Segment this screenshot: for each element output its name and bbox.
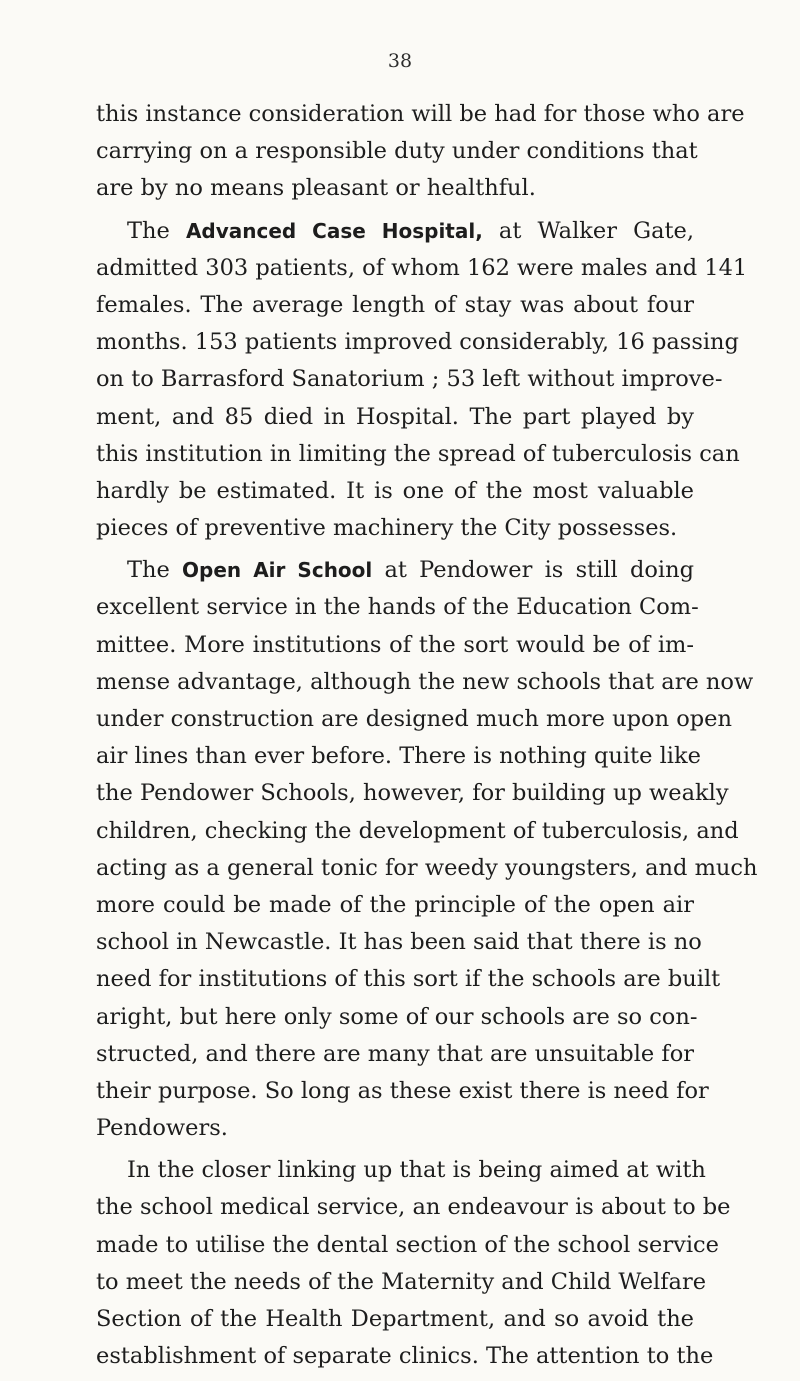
paragraph: [96, 552, 758, 1147]
text-line: aright, but here only some of our schools are so con-: [96, 1003, 698, 1030]
text-line: months. 153 patients improved considerably, 16 passing: [96, 329, 739, 356]
paragraph: [96, 96, 745, 208]
text-line: [96, 213, 694, 250]
text-line: Pendowers.: [96, 1115, 228, 1142]
text-line: establishment of separate clinics. The attention to the: [96, 1343, 714, 1370]
text-line: carrying on a responsible duty under conditions that: [96, 138, 698, 165]
text-line: children, checking the development of tuberculosis, and: [96, 817, 739, 844]
text-line: more could be made of the principle of the open air: [96, 891, 694, 918]
text-line: under construction are designed much more upon open: [96, 706, 732, 732]
body-text: [96, 96, 758, 1375]
line-text-tail: at Pendower is still doing: [372, 557, 695, 584]
text-line: acting as a general tonic for weedy youngsters, and much: [96, 854, 758, 881]
text-line: the school medical service, an endeavour is about to be: [96, 1194, 731, 1221]
text-line: mittee. More institutions of the sort would be of im-: [96, 631, 694, 658]
text-line: excellent service in the hands of the Education Com-: [96, 594, 699, 621]
text-line: made to utilise the dental section of the school service: [96, 1231, 719, 1258]
text-line: need for institutions of this sort if the schools are built: [96, 966, 721, 993]
text-line: Section of the Health Department, and so avoid the: [96, 1306, 694, 1332]
text-line: females. The average length of stay was about four: [96, 291, 694, 318]
text-line: on to Barrasford Sanatorium ; 53 left without improve-: [96, 366, 723, 393]
line-text-tail: at Walker Gate,: [482, 217, 695, 244]
line-text-lead: The: [127, 557, 183, 584]
text-line: ment, and 85 died in Hospital. The part played by: [96, 403, 694, 430]
text-line: pieces of preventive machinery the City possesses.: [96, 515, 678, 542]
text-line: admitted 303 patients, of whom 162 were males and 141: [96, 254, 748, 281]
text-line: are by no means pleasant or healthful.: [96, 175, 536, 202]
paragraph: [96, 1152, 731, 1375]
text-line: their purpose. So long as these exist there is need for: [96, 1077, 709, 1104]
text-line: the Pendower Schools, however, for building up weakly: [96, 780, 729, 807]
bold-heading-term: Advanced Case Hospital,: [185, 218, 483, 243]
paragraph: [96, 213, 748, 548]
text-line: mense advantage, although the new schools that are now: [96, 668, 754, 695]
text-line: [96, 552, 694, 589]
text-line: hardly be estimated. It is one of the most valuable: [96, 477, 694, 504]
page-number: 38: [387, 50, 413, 72]
bold-heading-term: Open Air School: [182, 558, 373, 583]
text-line: structed, and there are many that are unsuitable for: [96, 1040, 694, 1067]
text-line: this instance consideration will be had for those who are: [96, 101, 745, 127]
text-line: air lines than ever before. There is nothing quite like: [96, 743, 701, 770]
line-text-lead: The: [127, 217, 186, 244]
text-line: school in Newcastle. It has been said that there is no: [96, 929, 702, 956]
text-line: to meet the needs of the Maternity and Child Welfare: [96, 1268, 707, 1295]
text-line: In the closer linking up that is being aimed at with: [127, 1157, 706, 1184]
text-line: this institution in limiting the spread of tuberculosis can: [96, 440, 740, 467]
